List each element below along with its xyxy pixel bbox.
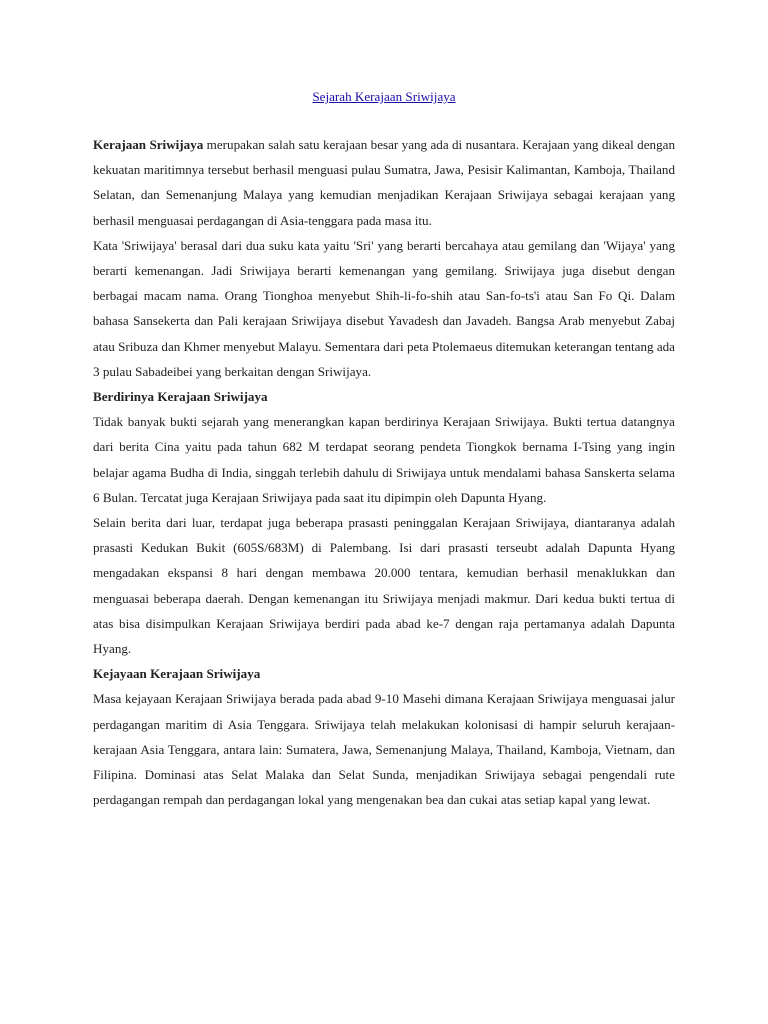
founding-heading: Berdirinya Kerajaan Sriwijaya [93,389,268,405]
title-link[interactable]: Sejarah Kerajaan Sriwijaya [312,89,456,104]
intro-lead-bold: Kerajaan Sriwijaya [93,137,204,152]
founding-paragraph-1: Tidak banyak bukti sejarah yang menerangkan kapan berdirinya Kerajaan Sriwijaya. Bukti tertua datangnya dari berita Cina yaitu pada tahun 682 M terdapat seorang pendeta Tiongkok bernama I-Tsing yang ingin belajar agama Budha di India, singgah terlebih dahulu di Sriwijaya untuk mendalami bahasa Sanskerta selama 6 Bulan. Tercatat juga Kerajaan Sriwijaya pada saat itu dipimpin oleh Dapunta Hyang. [93,414,675,505]
intro-paragraph [93,132,675,233]
intro-text: merupakan salah satu kerajaan besar yang ada di nusantara. Kerajaan yang dikeal dengan kekuatan maritimnya tersebut berhasil menguasi pulau Sumatra, Jawa, Pesisir Kalimantan, Kamboja, Thailand Selatan, dan Semenanjung Malaya yang kemudian menjadikan Kerajaan Sriwijaya sebagai kerajaan yang berhasil menguasai perdagangan di Asia-tenggara pada masa itu. [93,137,675,228]
glory-paragraph: Masa kejayaan Kerajaan Sriwijaya berada pada abad 9-10 Masehi dimana Kerajaan Sriwijaya menguasai jalur perdagangan maritim di Asia Tenggara. Sriwijaya telah melakukan kolonisasi di hampir seluruh kerajaan-kerajaan Asia Tenggara, antara lain: Sumatera, Jawa, Semenanjung Malaya, Thailand, Kamboja, Vietnam, dan Filipina. Dominasi atas Selat Malaka dan Selat Sunda, menjadikan Sriwijaya sebagai pengendali rute perdagangan rempah dan perdagangan lokal yang mengenakan bea dan cukai atas setiap kapal yang lewat. [93,691,675,808]
name-origin-paragraph: Kata 'Sriwijaya' berasal dari dua suku kata yaitu 'Sri' yang berarti bercahaya atau gemilang dan 'Wijaya' yang berarti kemenangan. Jadi Sriwijaya berarti kemenangan yang gemilang. Sriwijaya juga disebut dengan berbagai macam nama. Orang Tionghoa menyebut Shih-li-fo-shih atau San-fo-ts'i atau San Fo Qi. Dalam bahasa Sansekerta dan Pali kerajaan Sriwijaya disebut Yavadesh dan Javadeh. Bangsa Arab menyebut Zabaj atau Sribuza dan Khmer menyebut Malayu. Sementara dari peta Ptolemaeus ditemukan keterangan tentang ada 3 pulau Sabadeibei yang berkaitan dengan Sriwijaya. [93,237,675,379]
document-title [93,84,675,109]
document-page [93,84,675,812]
founding-paragraph-2: Selain berita dari luar, terdapat juga beberapa prasasti peninggalan Kerajaan Sriwijaya, diantaranya adalah prasasti Kedukan Bukit (605S/683M) di Palembang. Isi dari prasasti terseubt adalah Dapunta Hyang mengadakan ekspansi 8 hari dengan membawa 20.000 tentara, kemudian berhasil menaklukkan dan menguasai beberapa daerah. Dengan kemenangan itu Sriwijaya menjadi makmur. Dari kedua bukti tertua di atas bisa disimpulkan Kerajaan Sriwijaya berdiri pada abad ke-7 dengan raja pertamanya adalah Dapunta Hyang. [93,515,675,657]
glory-heading: Kejayaan Kerajaan Sriwijaya [93,666,261,682]
